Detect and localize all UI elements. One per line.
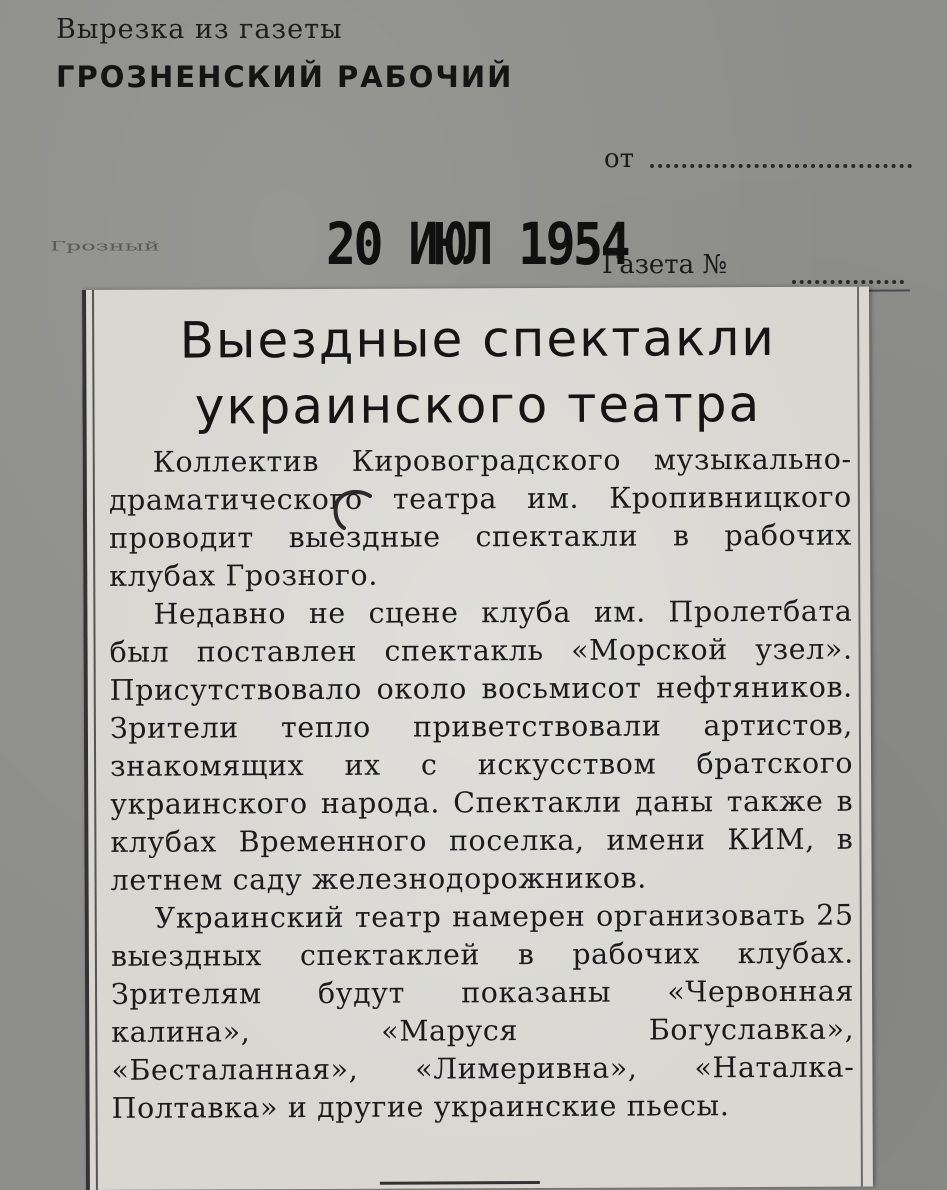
article-headline xyxy=(96,305,860,440)
issue-number-blank xyxy=(792,280,904,284)
newspaper-name: ГРОЗНЕНСКИЙ РАБОЧИЙ xyxy=(56,60,514,94)
article-paragraph-2: Недавно не сцене клуба им. Пролетбата был поставлен спектакль «Морской узел». Присутствовало около восьмисот нефтяников. Зрители тепло приветствовали артистов, знакомящих их с искусством братского украинского народа. Спектакли даны также в клубах Временного поселка, имени КИМ, в летнем саду железнодорожников. xyxy=(109,594,854,897)
from-date-blank xyxy=(650,164,912,168)
issue-label: Газета № xyxy=(602,250,728,280)
article-end-rule xyxy=(380,1181,540,1185)
newspaper-clipping xyxy=(82,287,873,1190)
form-label: Вырезка из газеты xyxy=(56,14,343,45)
city-label: Грозный xyxy=(50,238,160,254)
date-stamp: 20 ИЮЛ 1954 xyxy=(326,210,628,278)
article-paragraph-3: Украинский театр намерен организовать 25 выездных спектаклей в рабочих клубах. Зрителям будут показаны «Червонная калина», «Маруся Богуславка», «Бесталанная», «Лимеривна», «Наталка-Полтавка» и другие украинские пьесы. xyxy=(110,898,855,1125)
from-label: от xyxy=(604,144,635,174)
headline-line-1: Выездные спектакли xyxy=(179,308,776,370)
article-body xyxy=(109,441,855,1128)
article-paragraph-1: Коллектив Кировоградского музыкально-драматического театра им. Кропивницкого проводит выездные спектакли в рабочих клубах Грозного. xyxy=(108,442,853,593)
headline-line-2: украинского театра xyxy=(194,375,762,436)
